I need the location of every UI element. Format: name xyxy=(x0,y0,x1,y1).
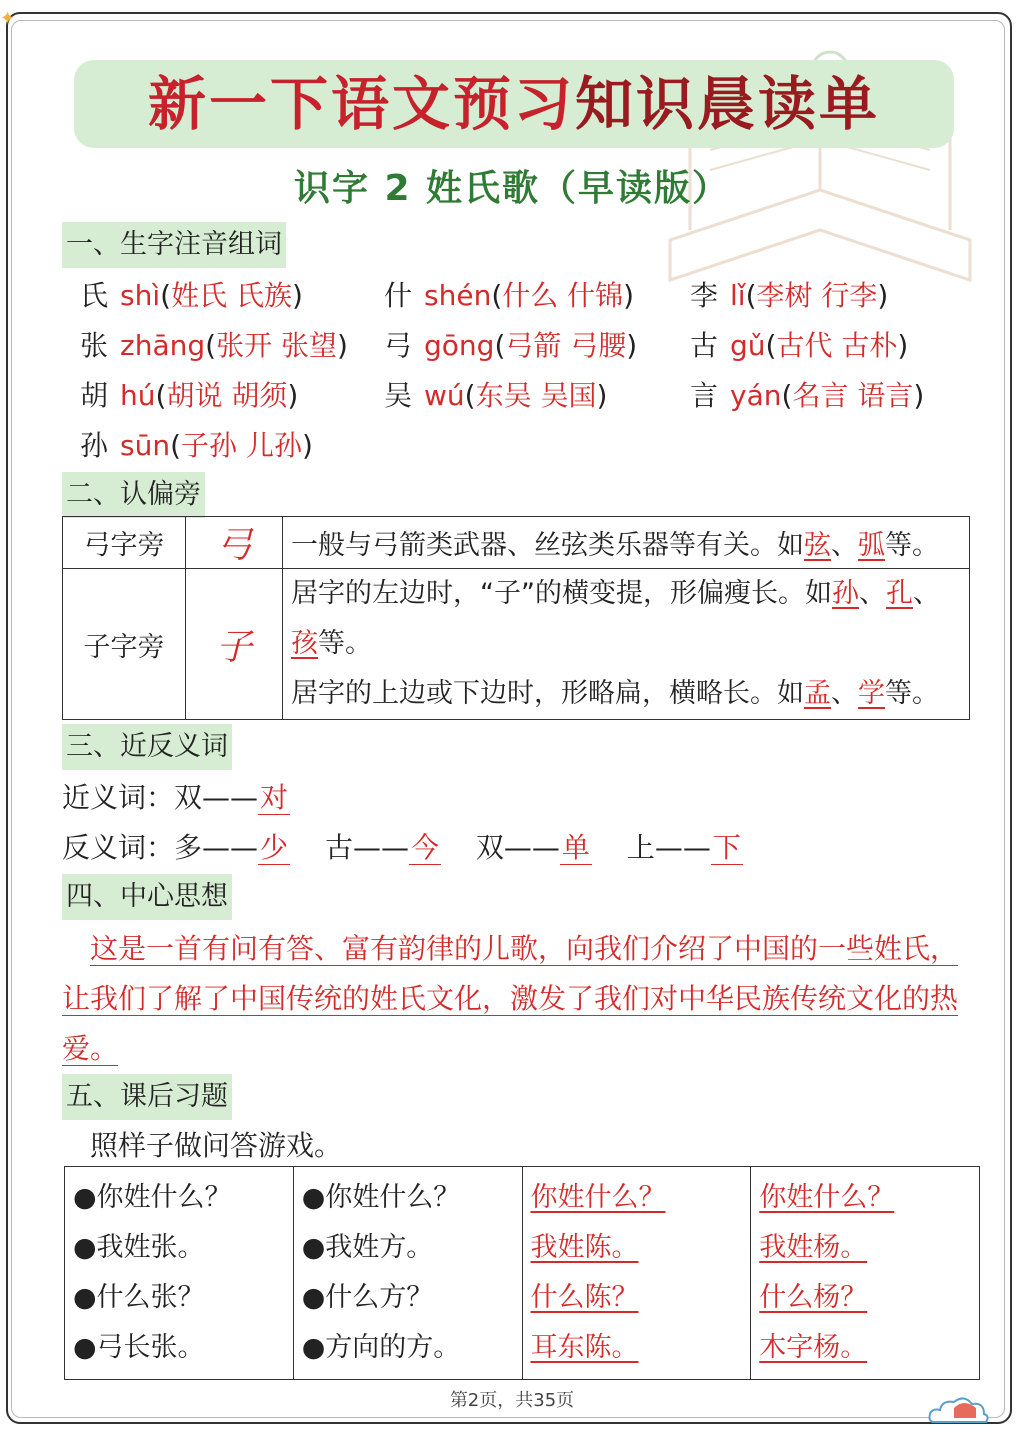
example-char: 孟 xyxy=(804,678,831,709)
paragraph-line: 让我们了解了中国传统的姓氏文化，激发了我们对中华民族传统文化的热 xyxy=(62,982,959,1015)
char: 古 xyxy=(690,329,719,362)
desc-text: 等。 xyxy=(885,678,939,709)
char: 什 xyxy=(384,279,413,312)
char-entry: 吴 wú(东吴 吴国) xyxy=(384,379,608,412)
qa-line: ●什么方？ xyxy=(301,1282,434,1313)
char-entry: 弓 gōng(弓箭 弓腰) xyxy=(384,329,638,362)
char-entry: 张 zhāng(张开 张望) xyxy=(80,329,348,362)
example-char: 孔 xyxy=(885,578,913,609)
radical-description xyxy=(283,569,970,720)
char: 李 xyxy=(690,279,719,312)
pair-word: 多—— xyxy=(174,831,259,864)
qa-answer-line: 我姓陈。 xyxy=(530,1232,639,1263)
desc-text: 居字的左边时，“子”的横变提，形偏瘦长。如 xyxy=(291,578,832,609)
qa-answer-line: 我姓杨。 xyxy=(759,1232,868,1263)
qa-column xyxy=(65,1167,294,1380)
words: 胡说 胡须 xyxy=(166,379,288,412)
char: 胡 xyxy=(80,379,109,412)
words: 东吴 吴国 xyxy=(475,379,597,412)
desc-text: 居字的上边或下边时，形略扁，横略长。如 xyxy=(291,678,804,709)
words: 弓箭 弓腰 xyxy=(505,329,627,362)
qa-answer-line: 什么陈？ xyxy=(530,1282,639,1313)
pair-word: 双—— xyxy=(174,781,259,814)
main-idea-paragraph xyxy=(62,924,962,1074)
qa-line: ●我姓方。 xyxy=(301,1232,434,1263)
separator: 、 xyxy=(858,578,886,609)
char: 言 xyxy=(690,379,719,412)
radical-name: 子字旁 xyxy=(63,569,186,720)
table-row xyxy=(65,1167,980,1380)
title-part-1: 新一下语文预习 xyxy=(147,70,575,138)
char-entry: 氏 shì(姓氏 氏族) xyxy=(80,279,303,312)
words: 名言 语言 xyxy=(792,379,914,412)
page-subtitle: 识字 2 姓氏歌（早读版） xyxy=(293,168,731,209)
separator: 、 xyxy=(831,530,858,561)
paragraph-line: 这是一首有问有答、富有韵律的儿歌，向我们介绍了中国的一些姓氏， xyxy=(90,932,959,965)
qa-line: ●方向的方。 xyxy=(301,1332,461,1363)
words: 什么 什锦 xyxy=(502,279,624,312)
section-heading-3: 三、近反义词 xyxy=(62,724,232,770)
example-char: 学 xyxy=(858,678,885,709)
example-char: 孙 xyxy=(831,578,859,609)
qa-answer-line: 耳东陈。 xyxy=(530,1332,639,1363)
pair-word: 双—— xyxy=(475,831,560,864)
qa-column xyxy=(293,1167,522,1380)
cloud-icon xyxy=(924,1392,994,1428)
words: 姓氏 氏族 xyxy=(171,279,292,312)
words: 张开 张望 xyxy=(216,329,337,362)
char: 孙 xyxy=(80,429,109,462)
pinyin: shì xyxy=(120,279,161,312)
pair-answer: 对 xyxy=(260,781,289,814)
table-row xyxy=(63,569,970,720)
pinyin: gǔ xyxy=(730,329,766,362)
example-char: 孩 xyxy=(291,628,318,659)
pair-answer: 今 xyxy=(410,831,439,864)
pinyin: yán xyxy=(730,379,782,412)
qa-answer-line: 木字杨。 xyxy=(759,1332,868,1363)
antonym-label: 反义词： xyxy=(62,831,175,864)
pinyin: shén xyxy=(424,279,492,312)
radical-name: 弓字旁 xyxy=(63,517,186,569)
char-entry: 胡 hú(胡说 胡须) xyxy=(80,379,299,412)
words: 子孙 儿孙 xyxy=(181,429,302,462)
qa-answer-line: 你姓什么？ xyxy=(530,1182,666,1213)
table-row xyxy=(63,517,970,569)
desc-text: 一般与弓箭类武器、丝弦类乐器等有关。如 xyxy=(291,530,804,561)
page-title xyxy=(74,60,954,148)
pair-answer: 单 xyxy=(561,831,590,864)
char: 弓 xyxy=(384,329,413,362)
qa-line: ●你姓什么？ xyxy=(73,1182,232,1213)
pair-answer: 少 xyxy=(260,831,289,864)
section-heading-5: 五、课后习题 xyxy=(62,1074,232,1120)
pinyin: lǐ xyxy=(730,279,746,312)
qa-answer-line: 你姓什么？ xyxy=(759,1182,895,1213)
exercise-prompt: 照样子做问答游戏。 xyxy=(90,1129,343,1162)
char-entry: 古 gǔ(古代 古朴) xyxy=(690,329,909,362)
qa-column-answer xyxy=(522,1167,751,1380)
radical-glyph: 弓 xyxy=(186,517,283,569)
pinyin: sūn xyxy=(120,429,171,462)
qa-line: ●弓长张。 xyxy=(73,1332,205,1363)
desc-text: 等。 xyxy=(318,628,372,659)
radical-description xyxy=(283,517,970,569)
char: 张 xyxy=(80,329,109,362)
pair-answer: 下 xyxy=(712,831,741,864)
char: 氏 xyxy=(80,279,109,312)
antonym-line xyxy=(62,828,743,868)
separator: 、 xyxy=(912,578,940,609)
pair-word: 上—— xyxy=(626,831,711,864)
qa-table xyxy=(64,1166,980,1380)
example-char: 弦 xyxy=(804,530,831,561)
section-heading-1: 一、生字注音组词 xyxy=(62,222,286,268)
pinyin: zhāng xyxy=(120,329,206,362)
char-entry: 李 lǐ(李树 行李) xyxy=(690,279,889,312)
qa-line: ●我姓张。 xyxy=(73,1232,205,1263)
qa-answer-line: 什么杨？ xyxy=(759,1282,868,1313)
words: 古代 古朴 xyxy=(776,329,898,362)
section-heading-2: 二、认偏旁 xyxy=(62,472,205,518)
section-heading-4: 四、中心思想 xyxy=(62,874,232,920)
pinyin: wú xyxy=(424,379,465,412)
char-entry: 孙 sūn(子孙 儿孙) xyxy=(80,429,313,462)
radical-table xyxy=(62,516,970,720)
pair-word: 古—— xyxy=(324,831,409,864)
pinyin: hú xyxy=(120,379,156,412)
char-entry: 什 shén(什么 什锦) xyxy=(384,279,635,312)
char: 吴 xyxy=(384,379,413,412)
qa-column-answer xyxy=(751,1167,980,1380)
desc-text: 等。 xyxy=(885,530,939,561)
page-number: 第2页，共35页 xyxy=(449,1390,575,1411)
example-char: 弧 xyxy=(858,530,885,561)
char-entry: 言 yán(名言 语言) xyxy=(690,379,925,412)
paragraph-line: 爱。 xyxy=(62,1032,119,1065)
synonym-label: 近义词： xyxy=(62,781,175,814)
words: 李树 行李 xyxy=(756,279,878,312)
synonym-line xyxy=(62,778,290,818)
title-part-2: 知识晨读单 xyxy=(575,70,881,138)
qa-line: ●你姓什么？ xyxy=(301,1182,461,1213)
pinyin: gōng xyxy=(424,329,495,362)
radical-glyph: 子 xyxy=(186,569,283,720)
star-icon: ✦ xyxy=(0,8,16,29)
qa-line: ●什么张？ xyxy=(73,1282,205,1313)
separator: 、 xyxy=(831,678,858,709)
